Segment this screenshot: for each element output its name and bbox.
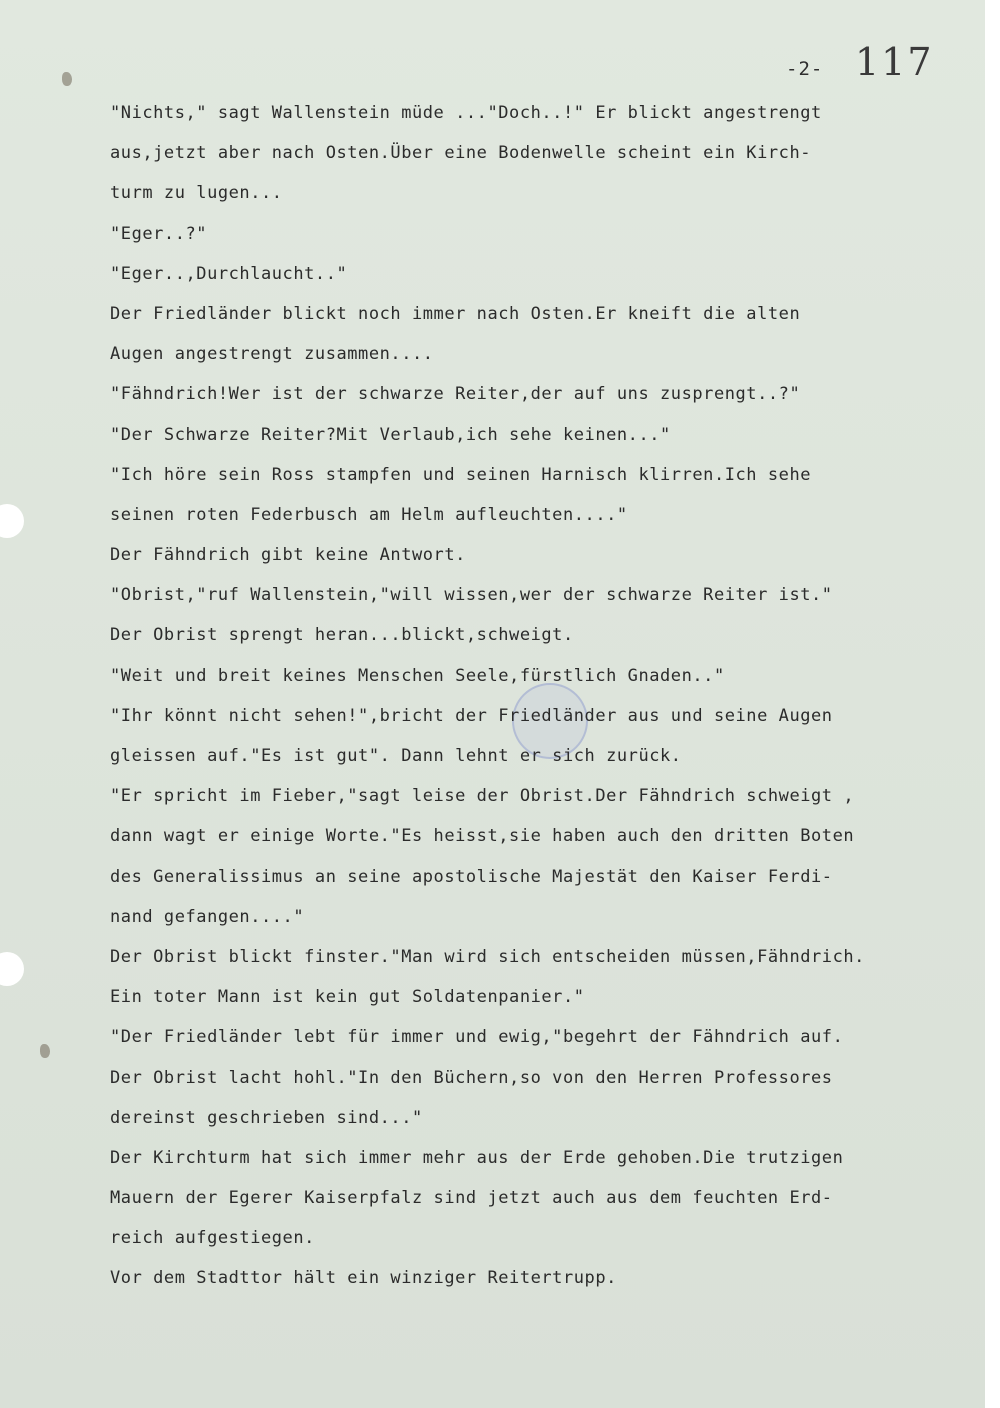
text-line: aus,jetzt aber nach Osten.Über eine Bodenwelle scheint ein Kirch- <box>110 143 812 164</box>
ink-mark-top <box>62 72 72 86</box>
page-number: -2- <box>786 58 824 80</box>
folio-number: 117 <box>855 40 934 84</box>
text-line: "Der Friedländer lebt für immer und ewig,"begehrt der Fähndrich auf. <box>110 1027 844 1048</box>
text-line: "Weit und breit keines Menschen Seele,fürstlich Gnaden.." <box>110 665 725 686</box>
text-line: Der Friedländer blickt noch immer nach Osten.Er kneift die alten <box>110 303 801 324</box>
text-line: dereinst geschrieben sind..." <box>110 1107 423 1128</box>
ink-mark-bottom <box>40 1044 50 1058</box>
scan-margin <box>985 0 1000 1408</box>
text-line: "Der Schwarze Reiter?Mit Verlaub,ich sehe keinen..." <box>110 424 671 445</box>
typescript-body <box>110 98 980 1304</box>
text-line: Der Obrist blickt finster."Man wird sich entscheiden müssen,Fähndrich. <box>110 946 865 967</box>
text-line: dann wagt er einige Worte."Es heisst,sie haben auch den dritten Boten <box>110 826 855 847</box>
text-line: Ein toter Mann ist kein gut Soldatenpanier." <box>110 987 585 1008</box>
text-line: "Nichts," sagt Wallenstein müde ..."Doch..!" Er blickt angestrengt <box>110 103 822 123</box>
text-line: "Er spricht im Fieber,"sagt leise der Obrist.Der Fähndrich schweigt , <box>110 786 855 807</box>
text-line: seinen roten Federbusch am Helm aufleuchten...." <box>110 504 628 525</box>
punch-hole-upper <box>0 504 24 538</box>
text-line: des Generalissimus an seine apostolische Majestät den Kaiser Ferdi- <box>110 866 833 887</box>
text-line: Der Obrist sprengt heran...blickt,schweigt. <box>110 625 574 646</box>
text-line: turm zu lugen... <box>110 183 283 204</box>
text-line: Augen angestrengt zusammen.... <box>110 344 434 365</box>
text-line: Vor dem Stadttor hält ein winziger Reitertrupp. <box>110 1268 617 1289</box>
text-line: "Eger..?" <box>110 223 208 244</box>
text-line: "Fähndrich!Wer ist der schwarze Reiter,der auf uns zusprengt..?" <box>110 384 801 405</box>
text-line: Mauern der Egerer Kaiserpfalz sind jetzt auch aus dem feuchten Erd- <box>110 1188 833 1209</box>
text-line: gleissen auf."Es ist gut". Dann lehnt er sich zurück. <box>110 746 682 766</box>
text-line: nand gefangen...." <box>110 906 305 927</box>
text-line: "Eger..,Durchlaucht.." <box>110 263 348 284</box>
text-line: "Ihr könnt nicht sehen!",bricht der Friedländer aus und seine Augen <box>110 705 833 726</box>
text-line: reich aufgestiegen. <box>110 1228 315 1249</box>
text-line: Der Fähndrich gibt keine Antwort. <box>110 545 466 566</box>
text-line: "Ich höre sein Ross stampfen und seinen Harnisch klirren.Ich sehe <box>110 464 812 485</box>
text-line: Der Kirchturm hat sich immer mehr aus der Erde gehoben.Die trutzigen <box>110 1147 844 1168</box>
text-line: Der Obrist lacht hohl."In den Büchern,so von den Herren Professores <box>110 1067 833 1088</box>
punch-hole-lower <box>0 952 24 986</box>
text-line: "Obrist,"ruf Wallenstein,"will wissen,wer der schwarze Reiter ist." <box>110 585 833 606</box>
